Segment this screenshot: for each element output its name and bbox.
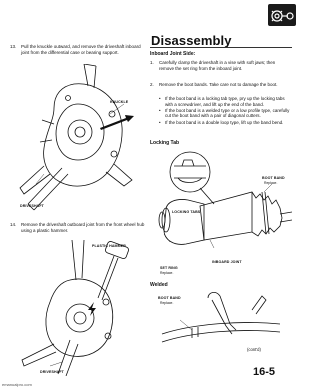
- locking-tab-heading: Locking Tab: [150, 140, 180, 146]
- step-13: [10, 44, 150, 64]
- driveshaft-label-2: DRIVESHAFT: [40, 370, 64, 374]
- set-ring-replace: Replace.: [160, 271, 174, 275]
- step-1-number: 1.: [150, 60, 154, 65]
- footer-url[interactable]: emanualpro.com: [2, 382, 32, 387]
- bullet-locking-tab: • If the boot band is a locking tab type, pry up the locking tabs with a screwdriver, and lift up the end of the band.: [159, 96, 291, 107]
- driveshaft-label-1: DRIVESHAFT: [20, 204, 44, 208]
- set-ring-label: SET RING: [160, 266, 178, 270]
- title-rule: [150, 47, 292, 48]
- inboard-joint-label: INBOARD JOINT: [212, 260, 242, 264]
- step-2-text: Remove the boot bands. Take care not to damage the boot.: [159, 82, 278, 87]
- step-2: [150, 82, 292, 94]
- boot-band-replace-1: Replace.: [264, 181, 278, 185]
- figure-knuckle-removal: [14, 64, 150, 214]
- step-14-number: 14.: [10, 222, 17, 227]
- step-14-text: Remove the driveshaft outboard joint from the front wheel hub using a plastic hammer.: [21, 222, 145, 233]
- page-title: Disassembly: [151, 33, 232, 48]
- boot-band-label-1: BOOT BAND: [262, 176, 285, 180]
- plastic-hammer-label: PLASTIC HAMMER: [92, 244, 126, 248]
- boot-band-label-2: BOOT BAND: [158, 296, 181, 300]
- welded-heading: Welded: [150, 282, 168, 288]
- bullet-welded: • If the boot band is a welded type or a low profile type, carefully cut the boot band with a pair of diagonal cutters.: [159, 108, 291, 119]
- continued-note: (cont'd): [247, 347, 261, 352]
- step-1-text: Carefully clamp the driveshaft in a vise with soft jaws; then remove the set ring from the inboard joint.: [159, 60, 276, 71]
- boot-band-bullets: [159, 96, 291, 126]
- step-1: [150, 60, 292, 78]
- knuckle-label: KNUCKLE: [110, 100, 129, 104]
- step-13-number: 13.: [10, 44, 17, 49]
- step-14: [10, 222, 150, 236]
- cv-joint-logo-icon: [268, 4, 296, 26]
- inboard-joint-side-heading: Inboard Joint Side:: [150, 51, 196, 57]
- page-number: 16-5: [253, 366, 276, 378]
- boot-band-replace-2: Replace.: [160, 301, 174, 305]
- step-2-number: 2.: [150, 82, 154, 87]
- locking-tabs-label: LOCKING TABS: [172, 210, 201, 214]
- figure-inboard-joint: [152, 148, 292, 258]
- bullet-double-loop: • If the boot band is a double loop type, lift up the band bend.: [159, 120, 291, 126]
- step-13-text: Pull the knuckle outward, and remove the driveshaft inboard joint from the differential case or bearing support.: [21, 44, 141, 55]
- figure-plastic-hammer: [14, 240, 150, 376]
